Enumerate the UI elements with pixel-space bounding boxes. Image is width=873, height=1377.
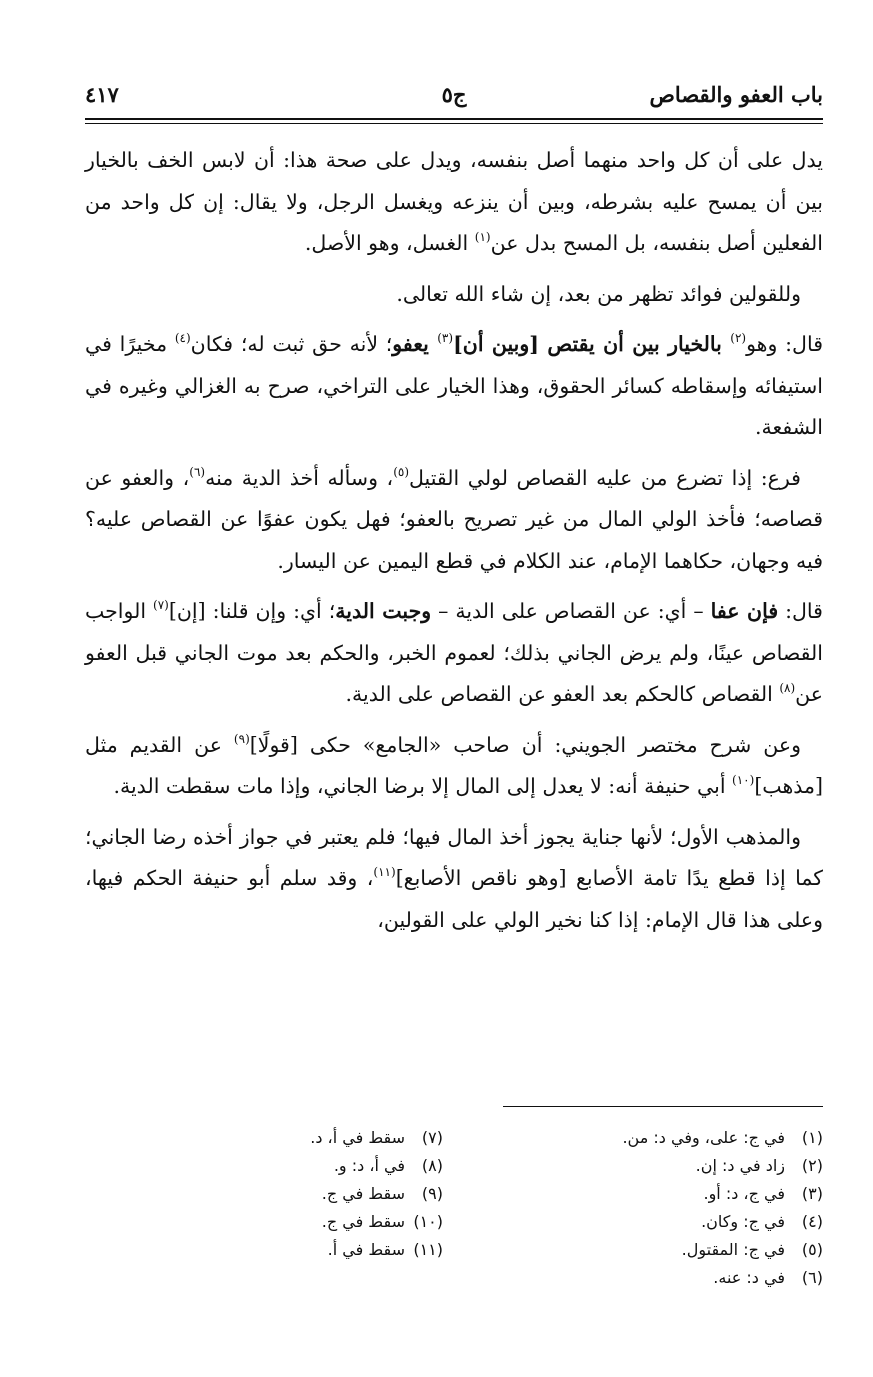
footnote-ref: (٦): [189, 464, 206, 479]
footnote-ref: (١١): [373, 865, 396, 879]
footnote-ref: (٨): [779, 681, 796, 695]
paragraph-7: والمذهب الأول؛ لأنها جناية يجوز أخذ المال فيها؛ فلم يعتبر في جواز أخذه رضا الجاني؛ كما إذا قطع يدًا تامة الأصابع [وهو ناقص الأصابع]$^{(١١)}$، وقد سلم أبو حنيفة الحكم فيها، وعلى هذا قال الإمام: إذا كنا نخير الولي على القولين،: [85, 824, 824, 932]
chapter-title: باب العفو والقصاص: [649, 82, 823, 107]
footnotes-column-right: [493, 1124, 823, 1292]
footnote-ref: (١٠): [732, 773, 755, 787]
footnote-item: (٤)في ج: وكان.: [701, 1212, 823, 1231]
footnote-item: (١١)سقط في أ.: [327, 1240, 443, 1259]
footnote-item: (١٠)سقط في ج.: [321, 1212, 443, 1231]
volume-label: ج٥: [441, 82, 467, 107]
footnote-ref: (٥): [393, 464, 410, 479]
paragraph-6: وعن شرح مختصر الجويني: أن صاحب «الجامع» حكى [قولًا]$^{(٩)}$ عن القديم مثل [مذهب]$^{(١٠)}$ أبي حنيفة أنه: لا يعدل إلى المال إلا برضا الجاني، وإذا مات سقطت الدية.: [85, 731, 823, 798]
footnote-item: (٦)في د: عنه.: [713, 1268, 823, 1287]
footnotes-column-left: [163, 1124, 443, 1264]
footnote-ref: (٤): [174, 331, 191, 345]
page-header: [85, 78, 823, 118]
footnote-item: (٩)سقط في ج.: [321, 1184, 443, 1203]
paragraph-4: فرع: إذا تضرع من عليه القصاص لولي القتيل$^{(٥)}$، وسأله أخذ الدية منه$^{(٦)}$، والعفو عن قصاصه؛ فأخذ الولي المال من غير تصريح بالعفو؛ فهل يكون عفوًا عن القصاص عليه؟ فيه وجهان، حكاهما الإمام، عند الكلام في قطع اليمين عن اليسار.: [85, 464, 823, 573]
header-rule-thin: [85, 123, 823, 124]
page-number: ٤١٧: [85, 82, 119, 107]
paragraph-5: قال: فإن عفا – أي: عن القصاص على الدية – وجبت الدية؛ أي: وإن قلنا: [إن]$^{(٧)}$ الواجب القصاص عينًا، ولم يرض الجاني بذلك؛ لعموم الخبر، والحكم بعد موت الجاني قبل العفو عن$^{(٨)}$ القصاص كالحكم بعد العفو عن القصاص على الدية.: [85, 598, 823, 706]
footnote-item: (٥)في ج: المقتول.: [681, 1240, 823, 1259]
footnote-item: (٣)في ج، د: أو.: [703, 1184, 823, 1203]
footnote-ref: (٢): [730, 331, 747, 345]
footnote-rule: [503, 1106, 823, 1107]
header-rule-thick: [85, 118, 823, 120]
footnote-ref: (٩): [233, 731, 250, 746]
footnote-item: (٨)في أ، د: و.: [333, 1156, 443, 1175]
main-text: [85, 140, 823, 950]
footnote-ref: (٣): [437, 331, 454, 345]
paragraph-1: يدل على أن كل واحد منهما أصل بنفسه، ويدل على صحة هذا: أن لابس الخف بالخيار بين أن يمسح عليه بشرطه، وبين أن ينزعه ويغسل الرجل، ولا يقال: إن كل واحد من الفعلين أصل بنفسه، بل المسح بدل عن$^{(١)}$ الغسل، وهو الأصل.: [85, 148, 823, 255]
footnote-ref: (١): [474, 230, 491, 244]
footnote-item: (٧)سقط في أ، د.: [310, 1128, 443, 1147]
footnote-item: (٢)زاد في د: إن.: [695, 1156, 823, 1175]
footnote-ref: (٧): [153, 598, 169, 612]
footnote-item: (١)في ج: على، وفي د: من.: [622, 1128, 823, 1147]
paragraph-3: قال: وهو$^{(٢)}$ بالخيار بين أن يقتص [وبين أن]$^{(٣)}$ يعفو؛ لأنه حق ثبت له؛ فكان$^{(٤)}$ مخيرًا في استيفائه وإسقاطه كسائر الحقوق، وهذا الخيار على التراخي، صرح به الغزالي وغيره في الشفعة.: [85, 331, 823, 439]
paragraph-2: وللقولين فوائد تظهر من بعد، إن شاء الله تعالى.: [396, 281, 801, 306]
